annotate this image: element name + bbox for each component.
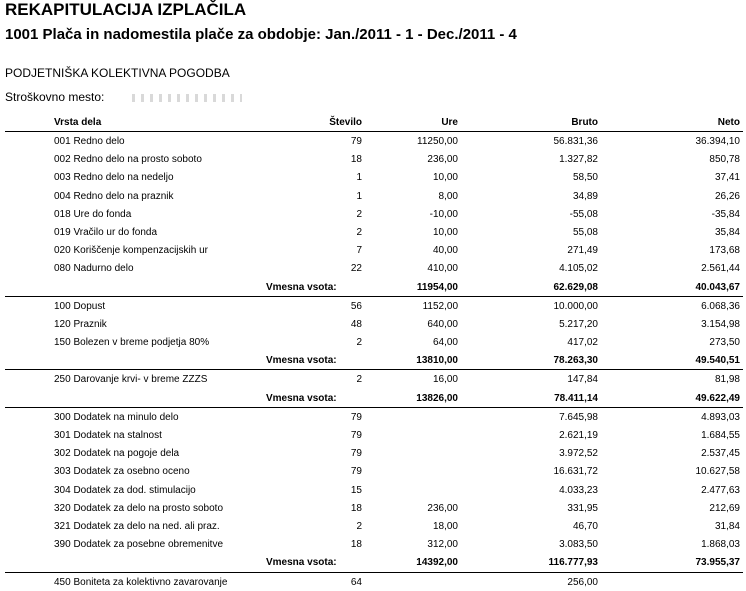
redacted-cost-center-value bbox=[132, 94, 242, 102]
table-row bbox=[5, 223, 743, 241]
net-cell: 273,50 bbox=[709, 337, 740, 349]
count-cell: 22 bbox=[350, 263, 362, 275]
name-cell: 150 Bolezen v breme podjetja 80% bbox=[54, 337, 210, 349]
table-row bbox=[5, 517, 743, 535]
gross-cell: 34,89 bbox=[572, 190, 598, 202]
gross-cell: 331,95 bbox=[567, 502, 598, 514]
net-cell: 26,26 bbox=[714, 190, 740, 202]
name-cell: 304 Dodatek za dod. stimulacijo bbox=[54, 484, 196, 496]
net-cell: 36.394,10 bbox=[695, 136, 740, 147]
net-cell: 2.561,44 bbox=[701, 263, 740, 275]
net-cell: 850,78 bbox=[709, 154, 740, 166]
name-cell: 321 Dodatek za delo na ned. ali praz. bbox=[54, 520, 220, 532]
hours-cell: 11250,00 bbox=[417, 136, 458, 147]
table-row bbox=[5, 241, 743, 259]
subtotal-row bbox=[5, 278, 743, 297]
name-cell: 303 Dodatek za osebno oceno bbox=[54, 466, 190, 478]
subtotal-row bbox=[5, 389, 743, 408]
table-row bbox=[5, 333, 743, 351]
gross-cell: 147,84 bbox=[567, 374, 598, 386]
table-row bbox=[5, 297, 743, 315]
gross-cell: 78.263,30 bbox=[553, 355, 598, 367]
name-cell: 004 Redno delo na praznik bbox=[54, 190, 174, 202]
count-cell: 2 bbox=[356, 374, 362, 386]
count-cell: 1 bbox=[356, 172, 362, 184]
table-row bbox=[5, 187, 743, 205]
count-cell: 2 bbox=[356, 208, 362, 220]
gross-cell: 46,70 bbox=[572, 520, 598, 532]
net-cell: 6.068,36 bbox=[701, 300, 740, 312]
hours-cell: 18,00 bbox=[432, 520, 458, 532]
hours-cell: 410,00 bbox=[427, 263, 458, 275]
cost-center bbox=[5, 90, 242, 104]
hours-cell: 13826,00 bbox=[416, 392, 458, 404]
name-cell: 120 Praznik bbox=[54, 318, 107, 330]
net-cell: 81,98 bbox=[714, 374, 740, 386]
count-cell: 64 bbox=[350, 576, 362, 588]
table-row bbox=[5, 259, 743, 277]
payout-table bbox=[5, 113, 743, 591]
net-cell: 2.477,63 bbox=[701, 484, 740, 496]
name-cell: 003 Redno delo na nedeljo bbox=[54, 172, 174, 184]
hours-cell: 236,00 bbox=[427, 502, 458, 514]
table-row bbox=[5, 168, 743, 186]
section-name: PODJETNIŠKA KOLEKTIVNA POGODBA bbox=[5, 66, 230, 80]
header-count: Število bbox=[329, 117, 362, 128]
header-hours: Ure bbox=[441, 117, 458, 128]
gross-cell: 78.411,14 bbox=[554, 392, 598, 404]
name-cell: 250 Darovanje krvi- v breme ZZZS bbox=[54, 374, 208, 386]
table-row bbox=[5, 573, 743, 591]
gross-cell: 16.631,72 bbox=[553, 466, 598, 478]
name-cell: 390 Dodatek za posebne obremenitve bbox=[54, 539, 224, 551]
report-subtitle: 1001 Plača in nadomestila plače za obdobje: Jan./2011 - 1 - Dec./2011 - 4 bbox=[5, 26, 517, 43]
subtotal-row bbox=[5, 553, 743, 572]
table-row bbox=[5, 426, 743, 444]
gross-cell: 56.831,36 bbox=[553, 136, 598, 147]
gross-cell: 5.217,20 bbox=[559, 318, 598, 330]
subtotal-label: Vmesna vsota: bbox=[266, 557, 337, 569]
count-cell: 56 bbox=[350, 300, 362, 312]
table-row bbox=[5, 444, 743, 462]
gross-cell: 256,00 bbox=[567, 576, 598, 588]
hours-cell: 10,00 bbox=[432, 226, 458, 238]
gross-cell: 271,49 bbox=[567, 245, 598, 257]
hours-cell: -10,00 bbox=[429, 208, 458, 220]
gross-cell: 58,50 bbox=[572, 172, 598, 184]
hours-cell: 312,00 bbox=[427, 539, 458, 551]
net-cell: 173,68 bbox=[709, 245, 740, 257]
table-row bbox=[5, 535, 743, 553]
name-cell: 302 Dodatek na pogoje dela bbox=[54, 448, 180, 460]
hours-cell: 10,00 bbox=[432, 172, 458, 184]
count-cell: 79 bbox=[350, 466, 362, 478]
net-cell: 35,84 bbox=[714, 226, 740, 238]
net-cell: 31,84 bbox=[714, 520, 740, 532]
gross-cell: 55,08 bbox=[572, 226, 598, 238]
hours-cell: 14392,00 bbox=[416, 557, 458, 569]
name-cell: 100 Dopust bbox=[54, 300, 106, 312]
name-cell: 020 Koriščenje kompenzacijskih ur bbox=[54, 245, 208, 257]
net-cell: 3.154,98 bbox=[701, 318, 740, 330]
net-cell: 1.684,55 bbox=[701, 430, 740, 441]
count-cell: 18 bbox=[350, 502, 362, 514]
net-cell: 73.955,37 bbox=[695, 557, 740, 569]
gross-cell: 10.000,00 bbox=[553, 300, 598, 312]
name-cell: 019 Vračilo ur do fonda bbox=[54, 226, 158, 238]
count-cell: 48 bbox=[350, 318, 362, 330]
count-cell: 7 bbox=[356, 245, 362, 257]
gross-cell: 1.327,82 bbox=[559, 154, 598, 166]
gross-cell: 7.645,98 bbox=[559, 411, 598, 423]
net-cell: 212,69 bbox=[709, 502, 740, 514]
subtotal-label: Vmesna vsota: bbox=[266, 392, 337, 404]
gross-cell: 417,02 bbox=[567, 337, 598, 349]
table-row bbox=[5, 370, 743, 388]
subtotal-label: Vmesna vsota: bbox=[266, 281, 337, 293]
gross-cell: 3.083,50 bbox=[559, 539, 598, 551]
name-cell: 002 Redno delo na prosto soboto bbox=[54, 154, 202, 166]
count-cell: 2 bbox=[356, 520, 362, 532]
net-cell: 49.622,49 bbox=[695, 392, 740, 404]
gross-cell: 4.105,02 bbox=[559, 263, 598, 275]
table-row bbox=[5, 132, 743, 150]
hours-cell: 1152,00 bbox=[422, 300, 458, 312]
hours-cell: 40,00 bbox=[432, 245, 458, 257]
count-cell: 18 bbox=[350, 539, 362, 551]
gross-cell: 62.629,08 bbox=[553, 281, 598, 293]
hours-cell: 64,00 bbox=[432, 337, 458, 349]
gross-cell: 4.033,23 bbox=[559, 484, 598, 496]
report-title: REKAPITULACIJA IZPLAČILA bbox=[5, 0, 247, 19]
net-cell: 37,41 bbox=[714, 172, 740, 184]
table-row bbox=[5, 408, 743, 426]
name-cell: 450 Boniteta za kolektivno zavarovanje bbox=[54, 576, 228, 588]
table-row bbox=[5, 462, 743, 480]
table-row bbox=[5, 205, 743, 223]
count-cell: 79 bbox=[350, 136, 362, 147]
table-header bbox=[5, 113, 743, 132]
table-row bbox=[5, 481, 743, 499]
table-body bbox=[5, 132, 743, 591]
net-cell: 2.537,45 bbox=[701, 448, 740, 460]
net-cell: 1.868,03 bbox=[701, 539, 740, 551]
gross-cell: -55,08 bbox=[569, 208, 598, 220]
net-cell: -35,84 bbox=[711, 208, 740, 220]
count-cell: 15 bbox=[350, 484, 362, 496]
table-row bbox=[5, 315, 743, 333]
hours-cell: 236,00 bbox=[427, 154, 458, 166]
gross-cell: 116.777,93 bbox=[548, 557, 598, 569]
header-name: Vrsta dela bbox=[54, 117, 102, 128]
gross-cell: 2.621,19 bbox=[559, 430, 598, 441]
hours-cell: 640,00 bbox=[427, 318, 458, 330]
hours-cell: 11954,00 bbox=[416, 281, 458, 293]
count-cell: 1 bbox=[356, 190, 362, 202]
count-cell: 2 bbox=[356, 226, 362, 238]
net-cell: 10.627,58 bbox=[695, 466, 740, 478]
name-cell: 301 Dodatek na stalnost bbox=[54, 430, 162, 441]
count-cell: 79 bbox=[350, 448, 362, 460]
subtotal-row bbox=[5, 351, 743, 370]
count-cell: 79 bbox=[350, 430, 362, 441]
name-cell: 300 Dodatek na minulo delo bbox=[54, 411, 179, 423]
hours-cell: 13810,00 bbox=[416, 355, 458, 367]
table-row bbox=[5, 499, 743, 517]
count-cell: 79 bbox=[350, 411, 362, 423]
net-cell: 4.893,03 bbox=[701, 411, 740, 423]
header-gross: Bruto bbox=[571, 117, 598, 128]
name-cell: 001 Redno delo bbox=[54, 136, 125, 147]
table-row bbox=[5, 150, 743, 168]
gross-cell: 3.972,52 bbox=[559, 448, 598, 460]
hours-cell: 16,00 bbox=[432, 374, 458, 386]
cost-center-label: Stroškovno mesto: bbox=[5, 90, 105, 104]
subtotal-label: Vmesna vsota: bbox=[266, 355, 337, 367]
header-net: Neto bbox=[717, 117, 740, 128]
count-cell: 18 bbox=[350, 154, 362, 166]
name-cell: 018 Ure do fonda bbox=[54, 208, 132, 220]
hours-cell: 8,00 bbox=[438, 190, 458, 202]
count-cell: 2 bbox=[356, 337, 362, 349]
net-cell: 40.043,67 bbox=[695, 281, 740, 293]
net-cell: 49.540,51 bbox=[695, 355, 740, 367]
name-cell: 080 Nadurno delo bbox=[54, 263, 134, 275]
name-cell: 320 Dodatek za delo na prosto soboto bbox=[54, 502, 224, 514]
